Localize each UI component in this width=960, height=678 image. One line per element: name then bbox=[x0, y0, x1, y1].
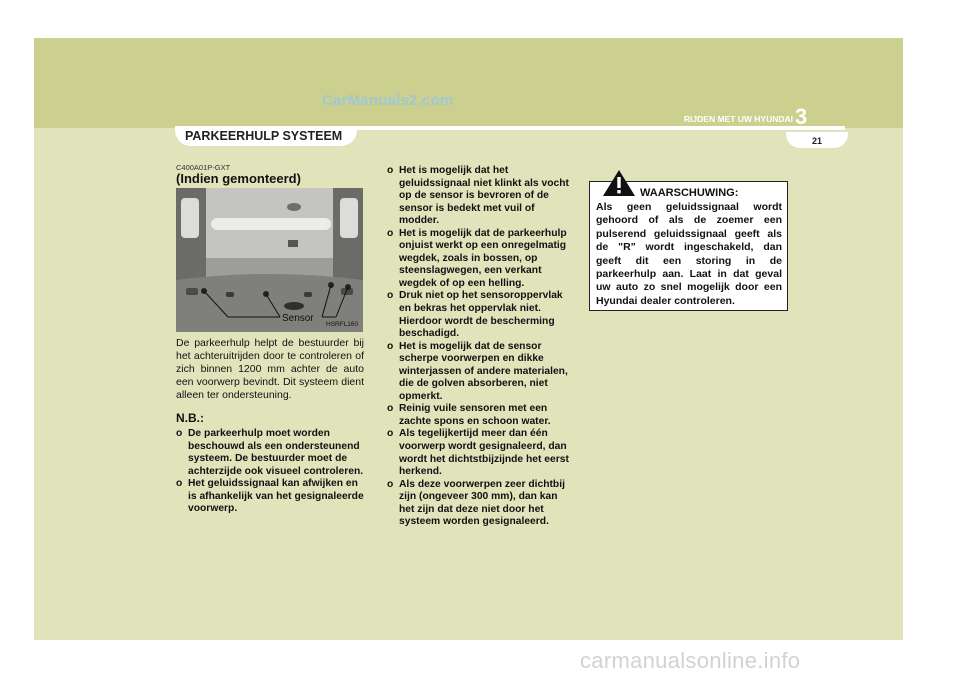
nb-heading: N.B.: bbox=[176, 411, 204, 425]
subtitle: (Indien gemonteerd) bbox=[176, 171, 301, 186]
rear-bumper-illustration bbox=[176, 188, 363, 332]
bullet-marker: o bbox=[387, 227, 394, 239]
watermark-bottom-link[interactable]: carmanualsonline.info bbox=[580, 648, 801, 673]
list-item-text: Reinig vuile sensoren met een zachte spons en schoon water. bbox=[399, 403, 551, 427]
list-item-text: Als deze voorwerpen zeer dichtbij zijn (ongeveer 300 mm), dan kan het zijn dat deze niet door het systeem worden gesignaleerd. bbox=[399, 478, 565, 528]
warning-icon bbox=[602, 169, 636, 197]
warning-title: WAARSCHUWING: bbox=[640, 187, 739, 199]
warning-text: Als geen geluidssignaal wordt gehoord of als de zoemer een pulserend geluidssignaal geeft als de "R" wordt ingeschakeld, dan geeft dit een storing in de parkeerhulp aan. Laat in dat geval uw auto zo snel mogelijk door een Hyundai dealer controleren. bbox=[596, 201, 782, 307]
section-title: PARKEERHULP SYSTEEM bbox=[175, 126, 357, 146]
list-item bbox=[387, 165, 575, 228]
list-item bbox=[387, 341, 575, 404]
bullet-marker: o bbox=[387, 428, 394, 440]
list-item bbox=[387, 290, 575, 340]
list-item-text: Het is mogelijk dat de parkeerhulp onjuist werkt op een onregelmatig wegdek, zoals in bossen, op steenslagwegen, een verkant wegdek of op een helling. bbox=[399, 227, 567, 289]
nb-list bbox=[176, 428, 364, 516]
list-item bbox=[387, 403, 575, 428]
list-item-text: De parkeerhulp moet worden beschouwd als een ondersteunend systeem. De bestuurder moet de achterzijde ook visueel controleren. bbox=[188, 428, 364, 477]
rear-bumper-photo bbox=[176, 188, 363, 332]
list-item bbox=[176, 478, 364, 516]
watermark-top-link[interactable]: CarManuals2.com bbox=[322, 92, 454, 109]
bullet-marker: o bbox=[387, 340, 394, 352]
notes-list bbox=[387, 165, 575, 529]
bullet-marker: o bbox=[176, 428, 183, 439]
bullet-marker: o bbox=[176, 478, 183, 490]
intro-paragraph: De parkeerhulp helpt de bestuurder bij het achteruitrijden door te controleren of zich binnen 1200 mm achter de auto een voorwerp bevindt. Dit systeem dient alleen ter ondersteuning. bbox=[176, 337, 364, 401]
list-item-text: Druk niet op het sensoroppervlak en bekras het oppervlak niet. Hierdoor wordt de bescherming beschadigd. bbox=[399, 290, 563, 340]
warning-box bbox=[589, 181, 788, 311]
list-item-text: Het is mogelijk dat de sensor scherpe voorwerpen en dikke winterjassen of andere materialen, die de golven absorberen, niet opmerkt. bbox=[399, 340, 568, 402]
list-item-text: Het geluidssignaal kan afwijken en is afhankelijk van het gesignaleerde voorwerp. bbox=[188, 478, 364, 515]
list-item-text: Als tegelijkertijd meer dan één voorwerp wordt gesignaleerd, dan wordt het dichtstbijzijnde het eerst herkend. bbox=[399, 428, 569, 478]
list-item-text: Het is mogelijk dat het geluidssignaal niet klinkt als vocht op de sensor is bevroren of de sensor is bedekt met vuil of modder. bbox=[399, 165, 569, 227]
bullet-marker: o bbox=[387, 165, 394, 176]
bullet-marker: o bbox=[387, 478, 394, 490]
chapter-title: RIJDEN MET UW HYUNDAI bbox=[683, 114, 793, 124]
list-item bbox=[176, 428, 364, 478]
list-item bbox=[387, 228, 575, 291]
list-item bbox=[387, 479, 575, 529]
list-item bbox=[387, 428, 575, 478]
page-number: 21 bbox=[786, 132, 848, 148]
chapter-number: 3 bbox=[795, 104, 808, 129]
section-code: C400A01P-GXT bbox=[176, 163, 231, 172]
bullet-marker: o bbox=[387, 403, 394, 415]
photo-code: HSRFL160 bbox=[326, 321, 359, 328]
photo-label-sensor: Sensor bbox=[282, 313, 314, 324]
bullet-marker: o bbox=[387, 290, 394, 302]
